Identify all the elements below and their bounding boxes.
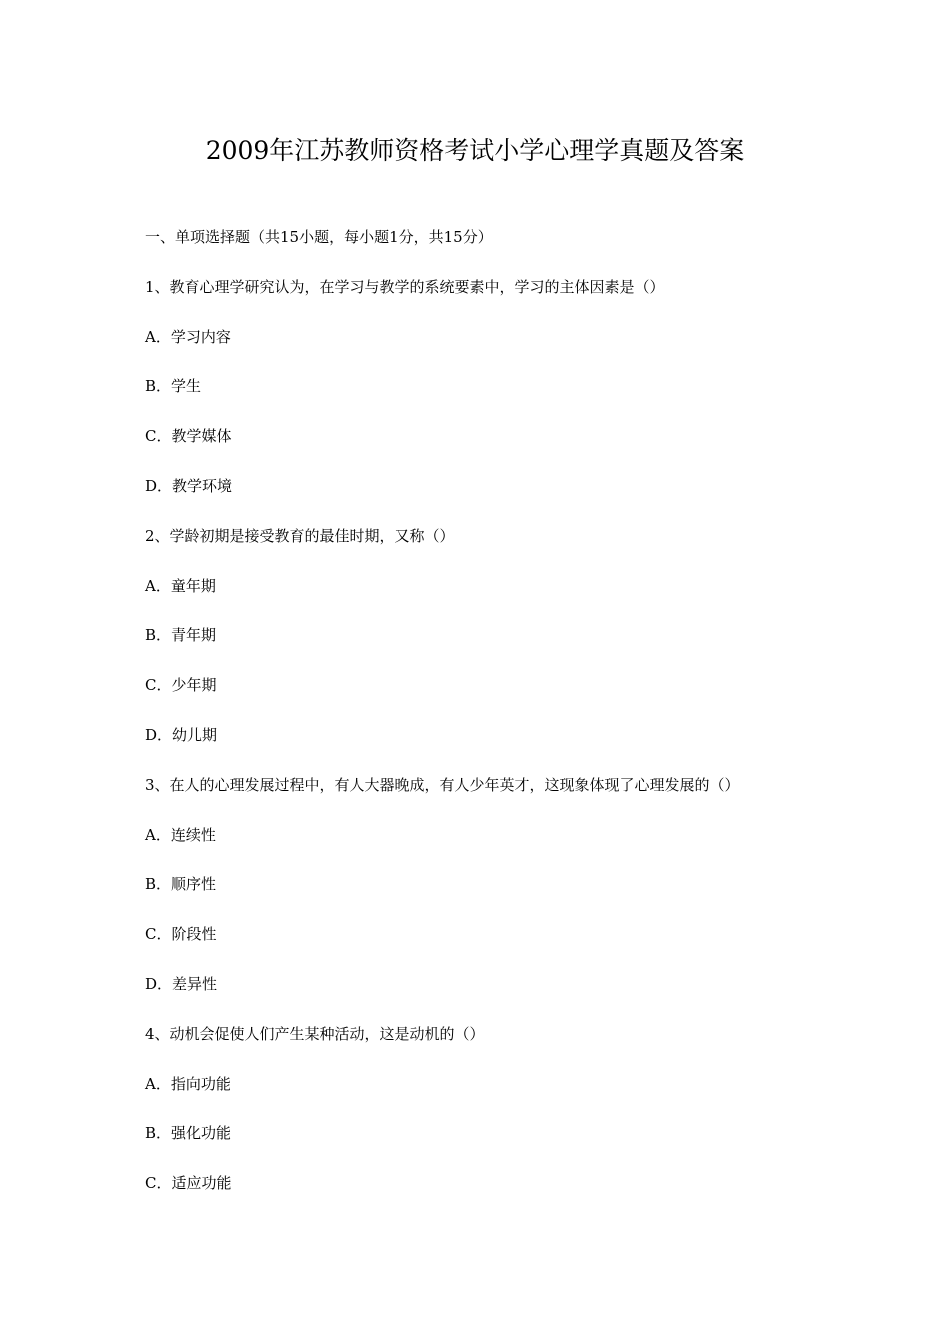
document-title: 2009年江苏教师资格考试小学心理学真题及答案 — [205, 136, 745, 165]
question-stem: 4、动机会促使人们产生某种活动，这是动机的（） — [145, 1024, 485, 1043]
question-list — [145, 223, 905, 1219]
answer-option: B．顺序性 — [145, 875, 217, 894]
answer-option: A．连续性 — [145, 825, 216, 844]
question-stem: 3、在人的心理发展过程中，有人大器晚成，有人少年英才，这现象体现了心理发展的（） — [145, 775, 740, 794]
section-heading: 一、单项选择题（共15小题，每小题1分，共15分） — [145, 228, 493, 246]
question-stem: 1、教育心理学研究认为，在学习与教学的系统要素中，学习的主体因素是（） — [145, 277, 665, 296]
answer-option: B．强化功能 — [145, 1124, 232, 1143]
answer-option: A．童年期 — [145, 576, 216, 595]
answer-option: D．差异性 — [145, 974, 218, 993]
answer-option: B．青年期 — [145, 626, 217, 645]
answer-option: C．适应功能 — [145, 1174, 232, 1193]
answer-option: C．教学媒体 — [145, 427, 232, 446]
answer-option: A．指向功能 — [145, 1074, 231, 1093]
answer-option: D．教学环境 — [145, 476, 233, 495]
answer-option: C．少年期 — [145, 676, 217, 695]
answer-option: D．幼儿期 — [145, 725, 218, 744]
answer-option: A．学习内容 — [145, 327, 231, 346]
answer-option: C．阶段性 — [145, 925, 217, 944]
answer-option: B．学生 — [145, 377, 202, 396]
question-stem: 2、学龄初期是接受教育的最佳时期，又称（） — [145, 526, 455, 545]
